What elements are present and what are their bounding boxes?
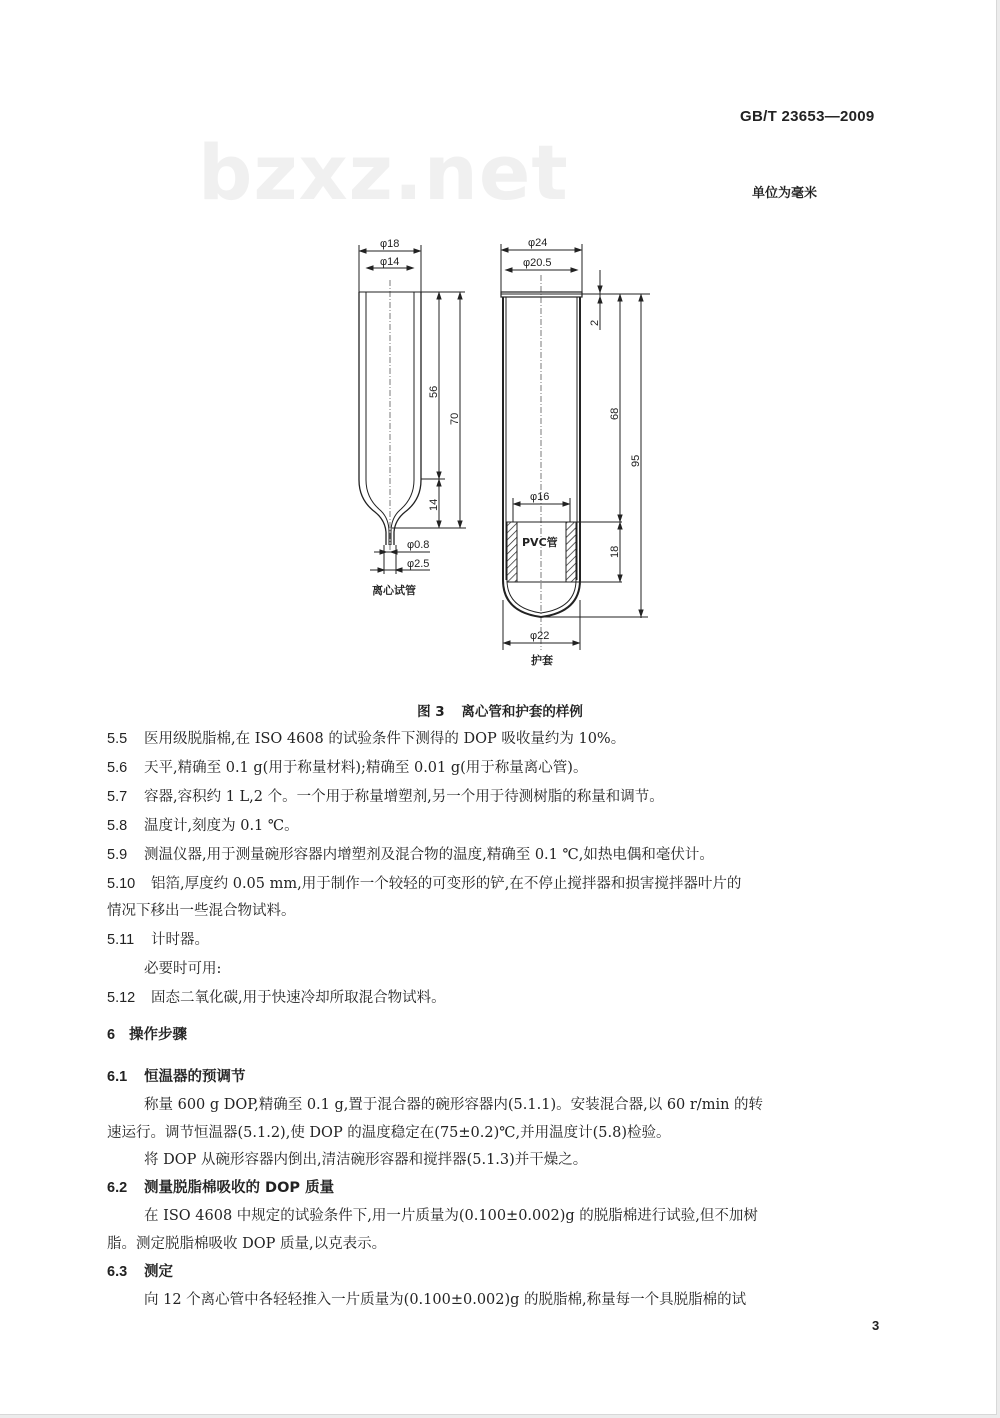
clause-5-11: 5.11 计时器。 — [107, 932, 209, 948]
svg-text:φ18: φ18 — [380, 238, 400, 250]
clause-6-1-heading: 6.1 恒温器的预调节 — [107, 1069, 246, 1085]
unit-note: 单位为毫米 — [752, 186, 818, 201]
chapter-6-heading: 6 操作步骤 — [107, 1027, 187, 1043]
svg-text:φ14: φ14 — [380, 256, 400, 268]
watermark: bzxz.net — [198, 128, 569, 217]
clause-5-5: 5.5 医用级脱脂棉,在 ISO 4608 的试验条件下测得的 DOP 吸收量约为 10%。 — [107, 731, 626, 747]
svg-text:φ20.5: φ20.5 — [523, 257, 552, 269]
figure-3-drawing — [330, 225, 670, 670]
clause-5-7: 5.7 容器,容积约 1 L,2 个。一个用于称量增塑剂,另一个用于待测树脂的称量和调节。 — [107, 789, 664, 805]
svg-text:2: 2 — [589, 319, 601, 326]
clause-6-2-p1-line1: 在 ISO 4608 中规定的试验条件下,用一片质量为(0.100±0.002)g 的脱脂棉进行试验,但不加树 — [144, 1208, 758, 1224]
optional-note: 必要时可用: — [144, 961, 222, 977]
clause-5-10-cont: 情况下移出一些混合物试料。 — [107, 903, 296, 919]
clause-5-12: 5.12 固态二氧化碳,用于快速冷却所取混合物试料。 — [107, 990, 446, 1006]
sheath-drawing — [501, 244, 650, 650]
figure-caption — [0, 700, 1000, 720]
svg-text:95: 95 — [630, 454, 642, 467]
clause-5-8: 5.8 温度计,刻度为 0.1 ℃。 — [107, 818, 299, 834]
figure-title: 离心管和护套的样例 — [461, 704, 583, 720]
clause-6-3-heading: 6.3 测定 — [107, 1264, 173, 1280]
centrifuge-tube-drawing — [359, 245, 466, 574]
svg-text:PVC管: PVC管 — [522, 536, 558, 549]
svg-text:φ2.5: φ2.5 — [407, 558, 430, 570]
svg-text:18: 18 — [609, 545, 621, 558]
svg-text:φ16: φ16 — [530, 491, 550, 503]
clause-5-10: 5.10 铝箔,厚度约 0.05 mm,用于制作一个较轻的可变形的铲,在不停止搅拌器和损害搅拌器叶片的 — [107, 876, 742, 892]
page-number: 3 — [872, 1318, 880, 1333]
svg-text:φ24: φ24 — [528, 237, 548, 249]
clause-6-1-p2: 将 DOP 从碗形容器内倒出,清洁碗形容器和搅拌器(5.1.3)并干燥之。 — [144, 1152, 588, 1168]
svg-text:14: 14 — [428, 498, 440, 511]
clause-5-6: 5.6 天平,精确至 0.1 g(用于称量材料);精确至 0.01 g(用于称量离心管)。 — [107, 760, 588, 776]
clause-6-3-p1-line1: 向 12 个离心管中各轻轻推入一片质量为(0.100±0.002)g 的脱脂棉,称量每一个具脱脂棉的试 — [144, 1292, 747, 1308]
standard-number: GB/T 23653—2009 — [740, 108, 875, 125]
clause-6-2-heading: 6.2 测量脱脂棉吸收的 DOP 质量 — [107, 1180, 335, 1196]
svg-text:68: 68 — [609, 407, 621, 420]
figure-number: 图 3 — [417, 704, 445, 720]
svg-text:70: 70 — [449, 412, 461, 425]
clause-6-1-p1-line2: 速运行。调节恒温器(5.1.2),使 DOP 的温度稳定在(75±0.2)℃,并用温度计(5.8)检验。 — [107, 1125, 671, 1141]
clause-6-2-p1-line2: 脂。测定脱脂棉吸收 DOP 质量,以克表示。 — [107, 1236, 387, 1252]
svg-text:护套: 护套 — [531, 654, 553, 667]
svg-text:φ0.8: φ0.8 — [407, 539, 430, 551]
clause-5-9: 5.9 测温仪器,用于测量碗形容器内增塑剂及混合物的温度,精确至 0.1 ℃,如热电偶和毫伏计。 — [107, 847, 714, 863]
svg-text:56: 56 — [428, 385, 440, 398]
svg-text:离心试管: 离心试管 — [372, 584, 416, 597]
svg-text:φ22: φ22 — [530, 630, 550, 642]
clause-6-1-p1-line1: 称量 600 g DOP,精确至 0.1 g,置于混合器的碗形容器内(5.1.1)。安装混合器,以 60 r/min 的转 — [144, 1097, 764, 1113]
